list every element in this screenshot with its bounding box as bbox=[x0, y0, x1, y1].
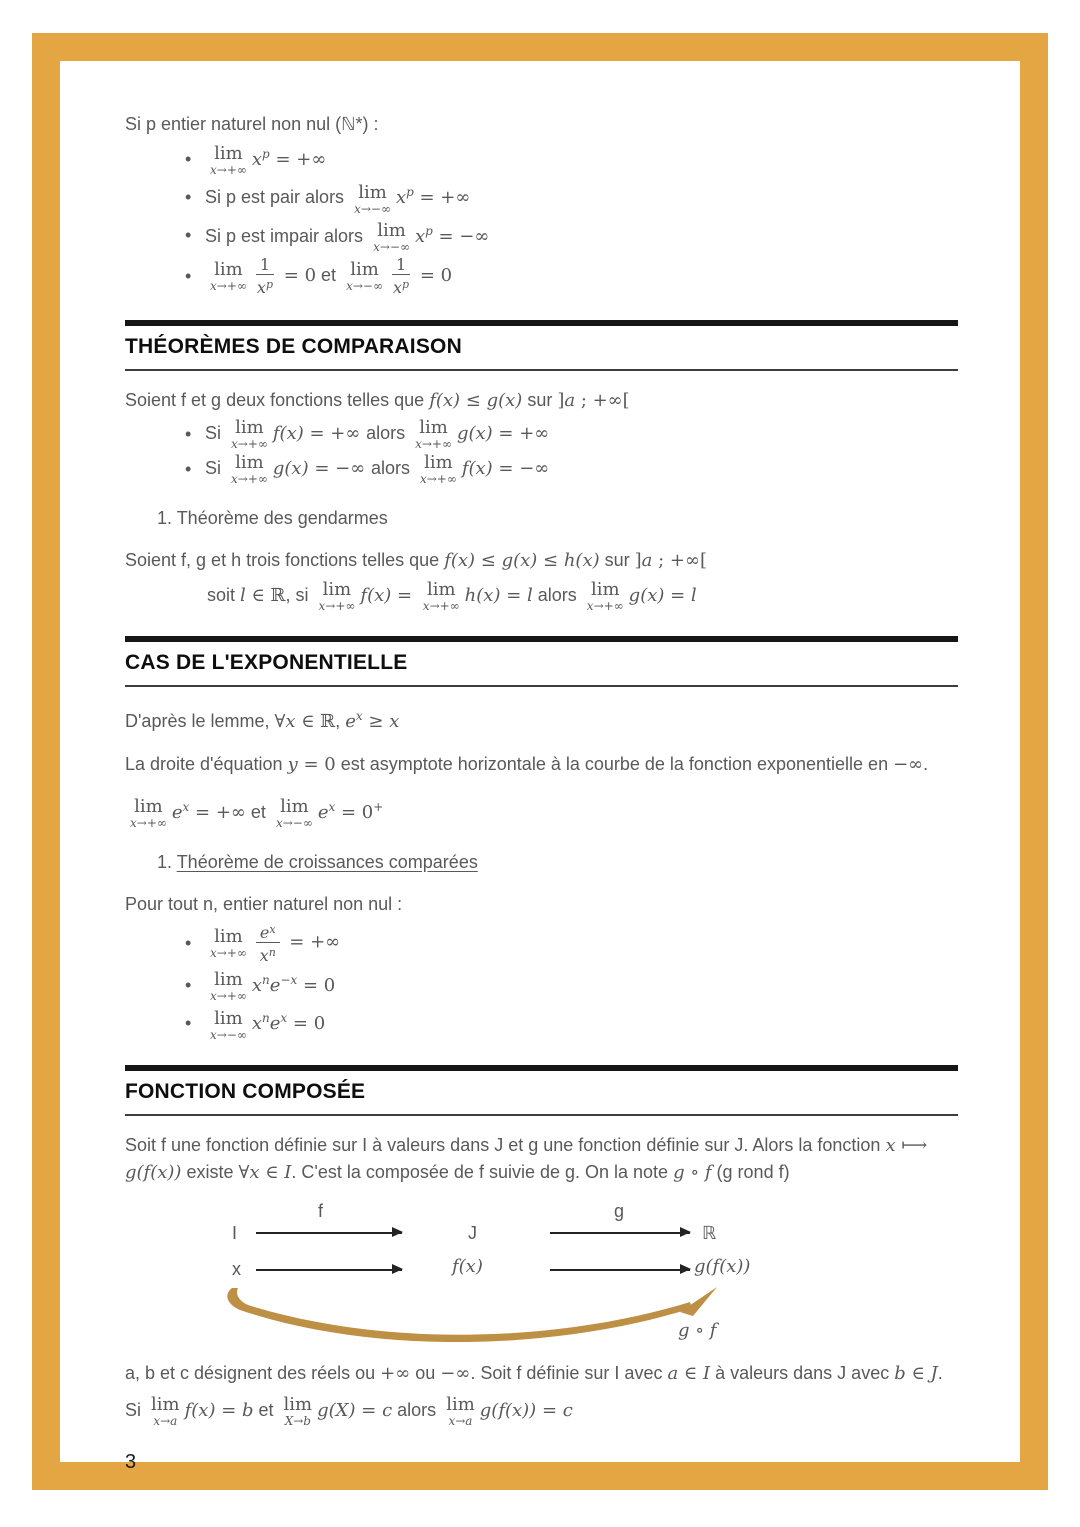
math-expression: Si p est pair alors lim x→−∞ $x^p$ = +∞ bbox=[205, 181, 471, 216]
arrow-right-icon bbox=[550, 1269, 690, 1271]
bullet-marker: • bbox=[185, 225, 192, 246]
list-item bbox=[185, 218, 958, 253]
bullet-marker: • bbox=[185, 458, 192, 479]
compose-label: g ∘ f bbox=[678, 1319, 717, 1341]
diagram-f-label: f bbox=[318, 1200, 324, 1221]
growth-limits-list bbox=[125, 921, 958, 1041]
arrow-right-icon bbox=[256, 1269, 402, 1271]
composee-limits-formula: Si lim x→a f(x) = b et lim X→b g(X) = c alors lim x→a g(f(x)) = c bbox=[125, 1393, 573, 1428]
asymptote-line: La droite d'équation y = 0 est asymptote horizontale à la courbe de la fonction exponentielle en −∞. bbox=[125, 753, 929, 775]
arrow-right-icon bbox=[550, 1232, 690, 1234]
list-item bbox=[185, 179, 958, 214]
math-expression: lim x→+∞ $\frac{e^x}{x^n}$ = +∞ bbox=[210, 923, 341, 965]
composition-diagram bbox=[230, 1200, 958, 1352]
diagram-set-J: J bbox=[468, 1222, 477, 1243]
list-item bbox=[185, 1005, 958, 1040]
gendarmes-subheading bbox=[157, 505, 958, 531]
section-heading-exponentielle bbox=[125, 636, 958, 687]
diagram-elem-gfx: g(f(x)) bbox=[694, 1255, 751, 1277]
math-expression: Si lim x→+∞ f(x) = +∞ alors lim x→+∞ g(x) = +∞ bbox=[205, 416, 550, 451]
section-title: CAS DE L'EXPONENTIELLE bbox=[125, 650, 408, 674]
page-number: 3 bbox=[125, 1450, 137, 1473]
section-heading-composee bbox=[125, 1065, 958, 1116]
gold-border-frame bbox=[32, 33, 1048, 1490]
section-title: FONCTION COMPOSÉE bbox=[125, 1079, 366, 1103]
math-expression: lim x→+∞ $x^p$ = +∞ bbox=[210, 143, 327, 178]
bullet-marker: • bbox=[185, 265, 192, 286]
diagram-elem-fx: f(x) bbox=[452, 1255, 483, 1277]
comparison-list bbox=[125, 418, 958, 485]
bullet-marker: • bbox=[185, 974, 192, 995]
list-item bbox=[185, 256, 958, 296]
diagram-set-I: I bbox=[232, 1222, 238, 1243]
gendarmes-conclusion: soit l ∈ ℝ, si lim x→+∞ f(x) = lim x→+∞ h(x) = l alors lim x→+∞ g(x) = l bbox=[207, 578, 697, 613]
bullet-marker: • bbox=[185, 1012, 192, 1033]
arrow-right-icon bbox=[256, 1232, 402, 1234]
list-item bbox=[185, 141, 958, 176]
math-expression: lim x→−∞ $x^ne^x = 0$ bbox=[210, 1007, 326, 1042]
comparison-intro: Soient f et g deux fonctions telles que f(x) ≤ g(x) sur ]a ; +∞[ bbox=[125, 389, 630, 411]
power-limits-list bbox=[125, 141, 958, 296]
math-expression: lim x→+∞ $\frac{1}{x^p}$ = 0 et lim x→−∞ $\frac{1}{x^p}$ = 0 bbox=[210, 254, 453, 297]
section-heading-comparaison bbox=[125, 320, 958, 371]
math-expression: Si p est impair alors lim x→−∞ $x^p$ = −∞ bbox=[205, 219, 490, 254]
list-item bbox=[185, 921, 958, 964]
math-expression: Si lim x→+∞ g(x) = −∞ alors lim x→+∞ f(x) = −∞ bbox=[205, 451, 550, 486]
growth-title: Théorème de croissances comparées bbox=[176, 852, 478, 872]
bullet-marker: • bbox=[185, 423, 192, 444]
bullet-marker: • bbox=[185, 932, 192, 953]
composee-limits-text: a, b et c désignent des réels ou +∞ ou −∞. Soit f définie sur I avec a ∈ I à valeurs dans J avec b ∈ J. bbox=[125, 1362, 943, 1384]
growth-intro: Pour tout n, entier naturel non nul : bbox=[125, 894, 403, 914]
intro-line: Si p entier naturel non nul (ℕ*) : bbox=[125, 114, 379, 134]
compose-swoosh-arrow-icon bbox=[216, 1282, 746, 1342]
bullet-marker: • bbox=[185, 148, 192, 169]
diagram-elem-x: x bbox=[232, 1258, 241, 1279]
lemma-line: D'après le lemme, ∀x ∈ ℝ, $e^x \ge x$ bbox=[125, 708, 400, 732]
growth-subheading bbox=[157, 849, 958, 875]
list-item bbox=[185, 418, 958, 450]
list-item bbox=[185, 453, 958, 485]
exp-limits-line: lim x→+∞ $e^x$ = +∞ et lim x→−∞ $e^x = 0^+$ bbox=[130, 796, 384, 830]
gendarmes-title: Théorème des gendarmes bbox=[176, 507, 388, 528]
list-item bbox=[185, 967, 958, 1002]
composee-intro: Soit f une fonction définie sur I à valeurs dans J et g une fonction définie sur J. Alors la fonction x ⟼ g(f(x)) existe ∀x ∈ I. C'est la composée de f suivie de g. On la note g ∘ f (g rond f) bbox=[125, 1134, 928, 1183]
bullet-marker: • bbox=[185, 186, 192, 207]
diagram-set-R: ℝ bbox=[702, 1222, 717, 1243]
math-expression: lim x→+∞ $x^ne^{-x} = 0$ bbox=[210, 969, 336, 1004]
item-number: 1. bbox=[157, 852, 177, 872]
page-content bbox=[125, 111, 958, 1475]
diagram-g-label: g bbox=[614, 1200, 625, 1221]
section-title: THÉORÈMES DE COMPARAISON bbox=[125, 334, 462, 358]
gendarmes-hypothesis: Soient f, g et h trois fonctions telles que f(x) ≤ g(x) ≤ h(x) sur ]a ; +∞[ bbox=[125, 549, 708, 571]
item-number: 1. bbox=[157, 507, 177, 528]
